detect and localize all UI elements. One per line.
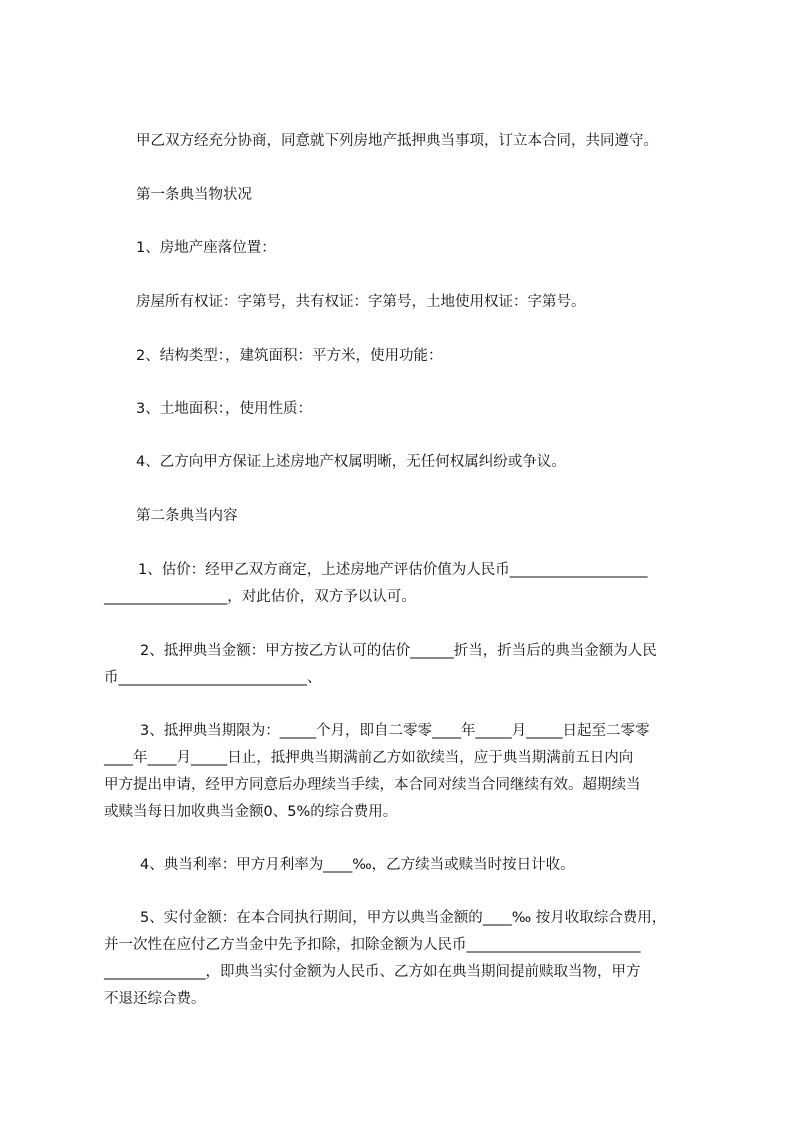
clause-5-line-4: 不退还综合费。 — [104, 991, 206, 1007]
clause-2-line-1: 2、抵押典当金额：甲方按乙方认可的估价______折当，折当后的典当金额为人民 — [140, 643, 657, 659]
clause-3-line-1: 3、抵押典当期限为：_____个月，即自二零零____年_____月_____日起至二零零 — [140, 723, 650, 739]
clause-5-line-3: ______________，即典当实付金额为人民币、乙方如在典当期间提前赎取当物，甲方 — [104, 964, 641, 980]
intro-paragraph: 甲乙双方经充分协商，同意就下列房地产抵押典当事项，订立本合同，共同遵守。 — [136, 133, 658, 149]
clause-5-line-2: 并一次性在应付乙方当金中先予扣除，扣除金额为人民币________________________ — [104, 937, 641, 953]
item-1-certificates: 房屋所有权证：字第号，共有权证：字第号，土地使用权证：字第号。 — [136, 294, 586, 310]
clause-1-line-1: 1、估价：经甲乙双方商定，上述房地产评估价值为人民币___________________ — [138, 562, 648, 578]
item-1-location: 1、房地产座落位置： — [136, 240, 276, 256]
article-2-title: 第二条典当内容 — [136, 508, 238, 524]
clause-2-line-2: 币__________________________、 — [104, 670, 322, 686]
clause-3-line-3: 甲方提出申请，经甲方同意后办理续当手续，本合同对续当合同继续有效。超期续当 — [104, 777, 641, 793]
clause-1-line-2: _________________，对此估价，双方予以认可。 — [104, 589, 416, 605]
clause-3-line-2: ____年____月_____日止，抵押典当期满前乙方如欲续当，应于典当期满前五日内向 — [104, 750, 634, 766]
item-3-land: 3、土地面积：，使用性质： — [136, 401, 312, 417]
item-4-guarantee: 4、乙方向甲方保证上述房地产权属明晰，无任何权属纠纷或争议。 — [136, 454, 566, 470]
clause-4-line-1: 4、典当利率：甲方月利率为____‰，乙方续当或赎当时按日计收。 — [140, 857, 575, 873]
article-1-title: 第一条典当物状况 — [136, 187, 252, 203]
item-2-structure: 2、结构类型：，建筑面积：平方米，使用功能： — [136, 348, 443, 364]
clause-5-line-1: 5、实付金额：在本合同执行期间，甲方以典当金额的____‰ 按月收取综合费用， — [140, 910, 667, 926]
clause-3-line-4: 或赎当每日加收典当金额0、5%的综合费用。 — [104, 804, 398, 820]
